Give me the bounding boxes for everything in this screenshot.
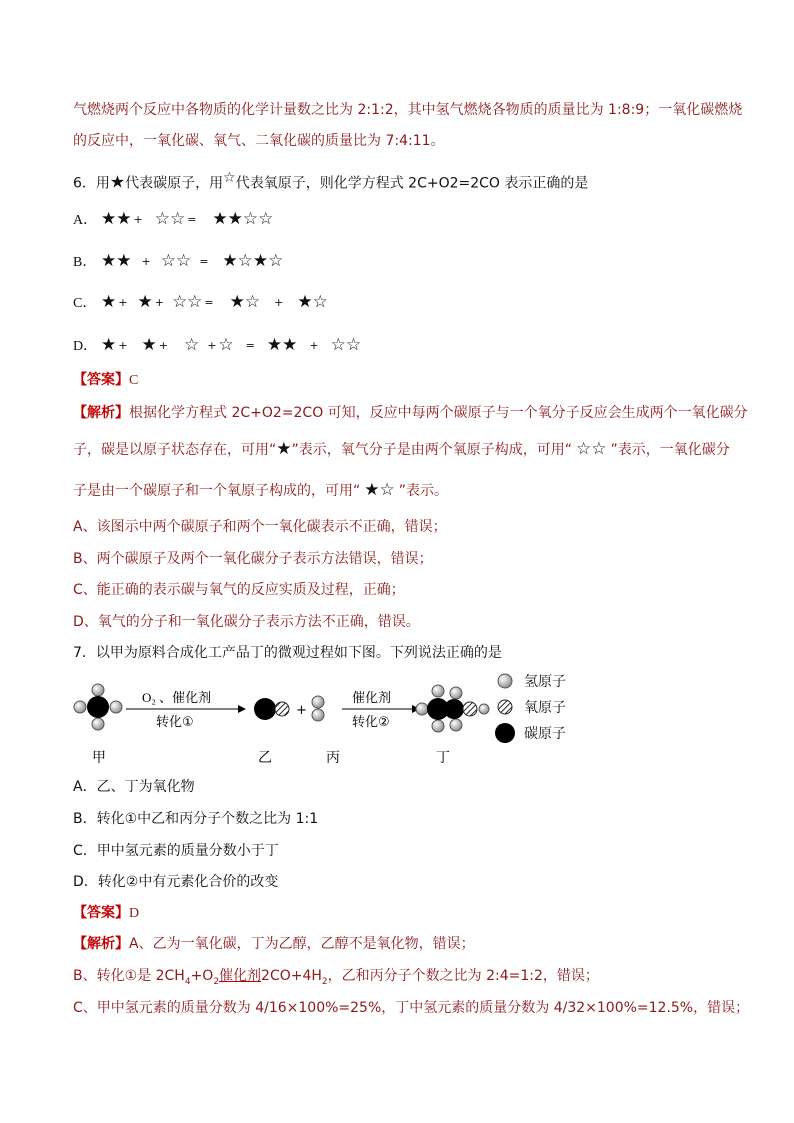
intro-line-2: 的反应中，一氧化碳、氧气、二氧化碳的质量比为 7:4:11。 — [73, 133, 445, 149]
carbon-pair-icon: ★★ — [266, 334, 298, 355]
carbon-atom-icon: ★ — [141, 334, 157, 355]
q7-option-b[interactable]: B．转化①中乙和丙分子个数之比为 1:1 — [73, 811, 319, 827]
q7-analysis-c: C、甲中氢元素的质量分数为 4/16×100%=25%，丁中氢元素的质量分数为 4/32×100%=12.5%，错误； — [73, 1000, 750, 1016]
product-icon: ★★☆☆ — [212, 208, 274, 229]
co-molecule-icon: ★☆ — [364, 480, 395, 500]
q6-analysis-line-2: 子，碳是以原子状态存在，可用“★”表示，氧气分子是由两个氧原子构成，可用“ ☆☆ ”表示，一氧化碳分 — [73, 439, 730, 459]
carbon-pair-icon: ★★ — [101, 250, 132, 271]
q6-stem: 6．用★代表碳原子，用☆代表氧原子，则化学方程式 2C+O2=2CO 表示正确的是 — [73, 170, 589, 193]
plus-sign: + — [296, 703, 307, 718]
oxygen-molecule-icon: ☆☆ — [154, 208, 186, 229]
conversion-arrow-1 — [126, 690, 246, 730]
catalyst-label: 催化剂 — [219, 968, 262, 984]
carbon-monoxide-molecule — [254, 698, 289, 720]
oxygen-atom-star-icon: ☆ — [223, 170, 236, 186]
oxygen-molecule-icon: ☆☆ — [330, 334, 362, 355]
q6-point-b: B、两个碳原子及两个一氧化碳分子表示方法错误，错误； — [73, 551, 433, 567]
label-jia: 甲 — [92, 750, 106, 766]
oxygen-atom-icon: ☆ — [218, 334, 234, 355]
q7-stem: 7．以甲为原料合成化工产品丁的微观过程如下图。下列说法正确的是 — [73, 645, 502, 661]
co-molecule-icon: ★☆ — [229, 291, 261, 312]
arrow2-bottom-label: 转化② — [352, 715, 390, 730]
intro-line-1: 气燃烧两个反应中各物质的化学计量数之比为 2:1:2，其中氢气燃烧各物质的质量比为 1:8:9；一氧化碳燃烧 — [73, 102, 743, 118]
label-ding: 丁 — [436, 750, 450, 766]
methane-molecule — [74, 684, 122, 730]
oxygen-molecule-icon: ☆☆ — [576, 439, 607, 459]
ethanol-molecule — [416, 685, 489, 732]
carbon-atom-icon: ★ — [276, 439, 292, 459]
hydrogen-molecule — [312, 696, 324, 721]
legend-oxygen: 氧原子 — [494, 694, 566, 720]
arrow2-top-label: 催化剂 — [352, 691, 392, 706]
q7-option-a[interactable]: A．乙、丁为氧化物 — [73, 779, 195, 795]
product-icon: ★☆★☆ — [222, 250, 284, 271]
legend-carbon: 碳原子 — [494, 720, 566, 746]
hydrogen-atom-icon — [494, 670, 516, 692]
carbon-atom-star-icon: ★ — [109, 172, 126, 193]
q7-answer: 【答案】D — [73, 905, 140, 921]
q6-point-a: A、该图示中两个碳原子和两个一氧化碳表示不正确，错误； — [73, 519, 447, 535]
carbon-atom-icon: ★ — [137, 291, 153, 312]
arrow1-bottom-label: 转化① — [156, 715, 194, 730]
carbon-pair-icon: ★★ — [101, 208, 132, 229]
oxygen-molecule-icon: ☆☆ — [160, 250, 192, 271]
carbon-atom-icon: ★ — [101, 291, 117, 312]
legend-hydrogen: 氢原子 — [494, 668, 566, 694]
oxygen-molecule-icon: ☆☆ — [171, 291, 203, 312]
q6-option-c[interactable]: C． ★ + ★ + ☆☆ = ★☆ + ★☆ — [73, 291, 328, 312]
q7-analysis-b: B、转化①是 $2CH_4+O_2$催化剂$2CO+4H_2$，乙和丙分子个数之比为 2:4=1:2，错误； — [73, 968, 599, 987]
q6-analysis-line-3: 子是由一个碳原子和一个氧原子构成的，可用“ ★☆ ”表示。 — [73, 480, 449, 500]
q7-option-d[interactable]: D．转化②中有元素化合价的改变 — [73, 874, 279, 890]
carbon-atom-icon: ★ — [101, 334, 117, 355]
arrow1-top-label: O₂ 、催化剂 — [142, 690, 212, 705]
q6-option-b[interactable]: B． ★★ + ☆☆ = ★☆★☆ — [73, 250, 284, 271]
label-yi: 乙 — [258, 750, 272, 766]
q6-point-c: C、能正确的表示碳与氧气的反应实质及过程，正确； — [73, 582, 405, 598]
q7-option-c[interactable]: C．甲中氢元素的质量分数小于丁 — [73, 843, 279, 859]
carbon-atom-icon — [494, 722, 516, 744]
q7-analysis-a: 【解析】A、乙为一氧化碳，丁为乙醇，乙醇不是氧化物，错误； — [73, 936, 475, 952]
atom-legend — [494, 668, 566, 746]
q6-option-a[interactable]: A． ★★ + ☆☆ = ★★☆☆ — [73, 208, 274, 229]
conversion-arrow-2 — [342, 690, 420, 730]
q6-answer: 【答案】C — [73, 372, 139, 388]
oxygen-atom-icon — [494, 696, 516, 718]
oxygen-atom-icon: ☆ — [183, 334, 200, 355]
q6-analysis-line-1: 【解析】根据化学方程式 2C+O2=2CO 可知，反应中每两个碳原子与一个氧分子反应会生成两个一氧化碳分 — [73, 405, 748, 421]
co-molecule-icon: ★☆ — [297, 291, 328, 312]
q6-option-d[interactable]: D． ★ + ★ + ☆ + ☆ = ★★ + ☆☆ — [73, 334, 362, 355]
q6-point-d: D、氧气的分子和一氧化碳分子表示方法不正确，错误。 — [73, 614, 420, 630]
label-bing: 丙 — [326, 750, 340, 766]
